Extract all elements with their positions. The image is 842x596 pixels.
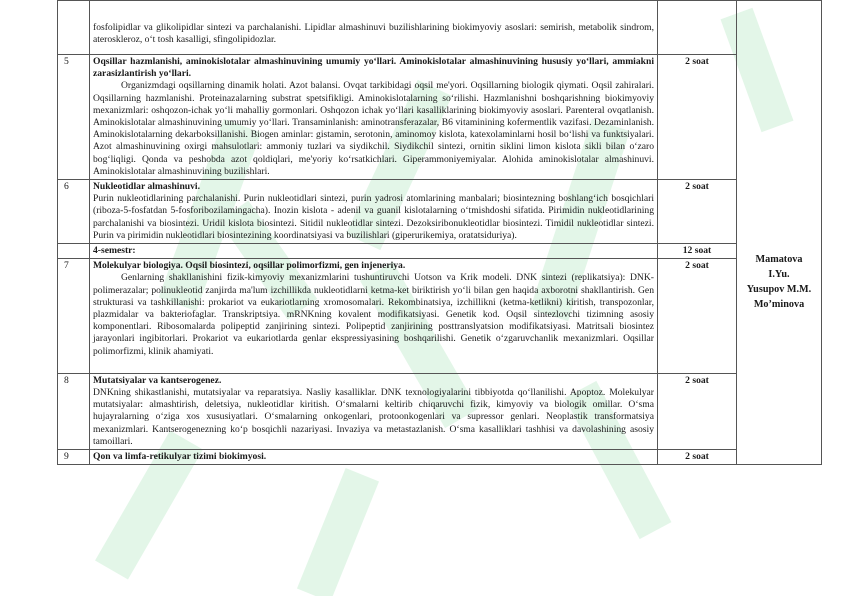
author-line-1: Mamatova <box>755 254 803 266</box>
topic-title: Molekulyar biologiya. Oqsil biosintezi, oqsillar polimorfizmi, gen injeneriya. <box>93 260 406 272</box>
topic-title-b: Aminokislotalar almashinuvining hususiy yo‘llari, ammiakni zarasizlantirish yo‘llari. <box>93 56 654 80</box>
semester-label: 4-semestr: <box>90 244 658 259</box>
row-number: 6 <box>58 180 90 244</box>
topic-body: Purin nukleotidlarining parchalanishi. Purin nukleotidlari sintezi, purin yadrosi atomlarining manbalari; biosintezning boshlang‘ich bosqichlari (riboza-5-fosfatdan 5-fosforibozilamingacha). Inozin kislota - adenil va guanil kislotalarning o‘tmishdoshi sifatida. Pirimidin nukleotidlarining parchalanishi va biosintezi. Uridil kislota biosintezi. Sitidil nukleotidlar sintezi. Dezoksiribonukleotidlar biosintezi. Timidil nukleotidlar sintezi. Purin va pirimidin nukleotidlari biosintezining koordinatsiyasi va buzilishlari (giperurikemiya, oratatsiduriya). <box>93 193 654 241</box>
topic-title: Mutatsiyalar va kantserogenez. <box>93 374 222 386</box>
topic-title <box>93 56 654 80</box>
topic-cell <box>90 259 658 374</box>
topic-title: Nukleotidlar almashinuvi. <box>93 181 200 193</box>
author-line-4: Mo’minova <box>753 299 805 311</box>
row-number <box>58 1 90 55</box>
hours-cell: 2 soat <box>658 450 737 465</box>
author-cell <box>737 1 822 465</box>
topic-cell <box>90 55 658 180</box>
hours-cell: 2 soat <box>658 180 737 244</box>
semester-row <box>58 244 822 259</box>
topic-cell <box>90 180 658 244</box>
hours-cell <box>658 1 737 55</box>
row-number <box>58 244 90 259</box>
topic-title-a: Oqsillar hazmlanishi, aminokislotalar almashinuvining umumiy yo‘llari. <box>93 56 397 67</box>
table-row-9 <box>58 450 822 465</box>
row-number: 8 <box>58 373 90 449</box>
topic-body: Organizmdagi oqsillarning dinamik holati. Azot balansi. Ovqat tarkibidagi oqsil me'yori. Oqsillarning biologik qiymati. Oqsil zahiralari. Oqsillarning hazmlanishi. Proteinazalarning substrat spetsifikligi. Aminokislotalarning so‘rilishi. Hazmlanishni boshqarishning biokimyoviy mexanizmlari: oshqozon-ichak yo‘li mahalliy gormonlari. Oshqozon ichak yo‘llari kasalliklarining biokimyoviy asoslari. Parenteral ovqatlanish. Aminokislotalar almashinuvining umumiy yo‘llari. Transaminlanish: aminotransferazalar, B6 vitaminining kofermentlik vazifasi. Dezaminlanish. Aminokislotalarning dekarboksillanishi. Biogen aminlar: gistamin, serotonin, aminomoy kislota, katexolaminlarni hosil bo‘lishi va funktsiyalari. Azot almashinuvining oxirgi mahsulotlari: ammoniy tuzlari va siydikchil. Siydikchil sintezi, ornitin siklini limon kislota sikli bilan o‘zaro bog‘liqligi. Qonda va peshobda azot qoldiqlari, me'yoriy ko‘rsatkichlari. Giperammoniyemiyalar. Alohida aminokislotalar almashinuvi. Aminokislotalar almashinuvining buzilishlari. <box>93 80 654 177</box>
semester-hours: 12 soat <box>658 244 737 259</box>
topic-body: Genlarning shakllanishini fizik-kimyoviy mexanizmlarini tushuntiruvchi Uotson va Krik modeli. DNK sintezi (replikatsiya): DNK-polimerazalar; polinukleotid zanjirda ma'lum izchillikda nukleotidlarni ketma-ket biriktirish yo‘li bilan gen haqida axborotni shakllantirish. Gen strukturasi va tashkillanishi: prokariot va eukariotlarning xromosomalari. Rekombinatsiya, izchillikni (ketma-ketlikni) kiritish, transpozonlar, plazmidalar va bakteriofaglar. Transkriptsiya. mRNKning kovalent modifikatsiyasi. Genetik kod. Oqsil sintezlovchi tizimning asosiy komponentlari. Ribosomalarda polipeptid zanjirining sintezi. Polipeptid zanjirining posttranslyatsion modifikatsiyasi. Matritsali biosintez jarayonlari ingibitorlari. Prokariot va eukariotlarda genlar ekspressiyasining boshqarilishi. Genetik o‘zgaruvchanlik mexanizmlari. Oqsillar polimorfizmi, klinik ahamiyati. <box>93 272 654 357</box>
author-line-3: Yusupov M.M. <box>746 284 812 296</box>
row-number: 7 <box>58 259 90 374</box>
table-row-6 <box>58 180 822 244</box>
topic-cell <box>90 373 658 449</box>
table-row-4 <box>58 1 822 55</box>
topic-title: Qon va limfa-retikulyar tizimi biokimyosi. <box>93 451 267 463</box>
author-line-2: I.Yu. <box>768 269 790 281</box>
table-row-5 <box>58 55 822 180</box>
row-number: 5 <box>58 55 90 180</box>
table-row-8 <box>58 373 822 449</box>
hours-cell: 2 soat <box>658 259 737 374</box>
topic-cell <box>90 450 658 465</box>
hours-cell: 2 soat <box>658 55 737 180</box>
topic-cell <box>90 1 658 55</box>
hours-cell: 2 soat <box>658 373 737 449</box>
row-number: 9 <box>58 450 90 465</box>
syllabus-table <box>57 0 822 465</box>
table-row-7 <box>58 259 822 374</box>
topic-body: DNKning shikastlanishi, mutatsiyalar va reparatsiya. Nasliy kasalliklar. DNK texnologiyalarini tibbiyotda qo‘llanilishi. Apoptoz. Molekulyar mutatsiyalar: almashtirish, deletsiya, nukleotidlar kiritish. O‘smalarni keltirib chiqaruvchi fizik, kimyoviy va biologik omillar. O‘sma hujayralarning o‘ziga xos xususiyatlari. O‘smalarning onkogenlari, protoonkogenlari va supressor genlari. Neoplastik transformatsiya mexanizmlari. Kantserogenezning ko‘p bosqichli nazariyasi. Invaziya va metastazlanish. O‘sma kasalliklari tashhisi va davolashining asosiy tamoillari. <box>93 387 654 447</box>
topic-body: fosfolipidlar va glikolipidlar sintezi va parchalanishi. Lipidlar almashinuvi buzilishlarining biokimyoviy asoslari: semirish, metabolik sindrom, ateroskleroz, o‘t tosh kasalligi, sfingolipidozlar. <box>93 22 654 46</box>
